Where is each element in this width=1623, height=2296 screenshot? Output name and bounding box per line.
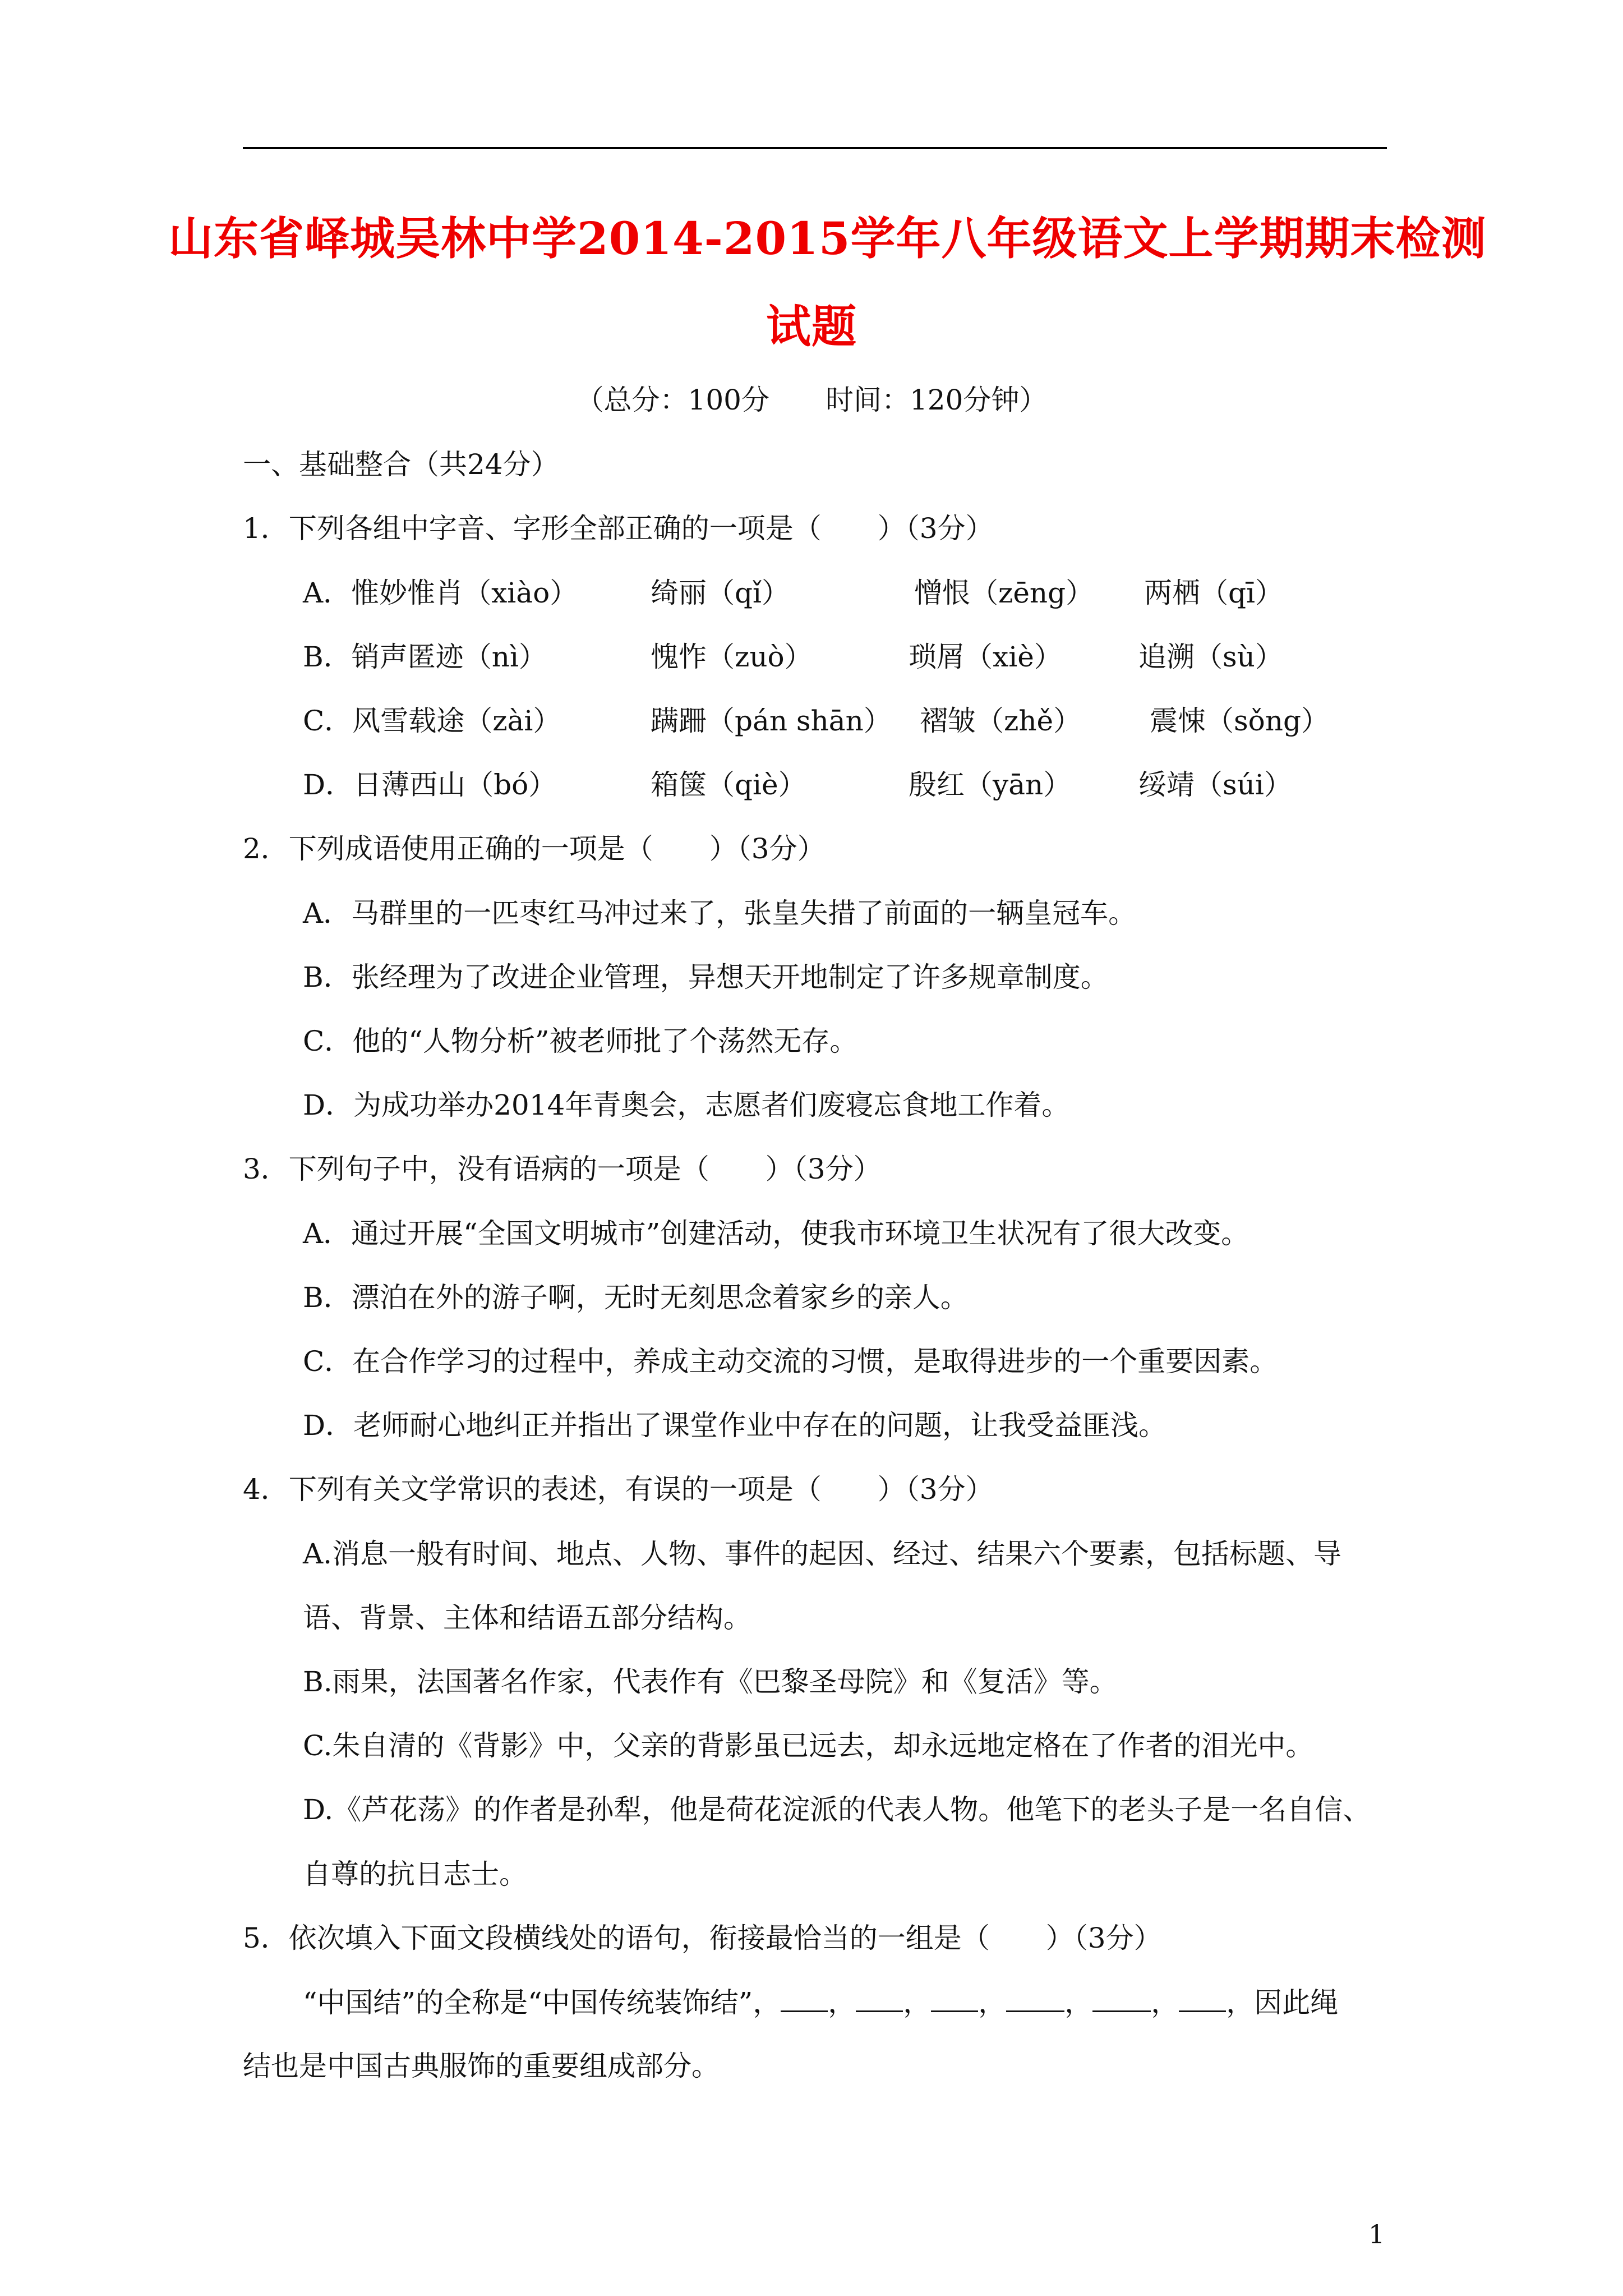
question-3-option-c: C．在合作学习的过程中，养成主动交流的习惯，是取得进步的一个重要因素。 [303,1345,1278,1378]
question-5-passage-line1: “中国结”的全称是“中国传统装饰结”， ， ， ， ， ， ，因此绳 [303,1986,1339,2019]
question-3-option-b: B．漂泊在外的游子啊，无时无刻思念着家乡的亲人。 [303,1281,969,1314]
fill-blank [931,1988,978,2012]
question-4-option-b: B.雨果，法国著名作家，代表作有《巴黎圣母院》和《复活》等。 [303,1665,1118,1698]
question-2-option-b: B．张经理为了改进企业管理，异想天开地制定了许多规章制度。 [303,961,1109,993]
fill-blank [1006,1988,1064,2012]
question-2-option-a: A．马群里的一匹枣红马冲过来了，张皇失措了前面的一辆皇冠车。 [303,897,1137,930]
question-3-stem: 3．下列句子中，没有语病的一项是（ ）（3分） [243,1153,882,1185]
document-title-line2: 试题 [766,300,857,353]
header-rule [243,147,1387,149]
page-number: 1 [1368,2219,1385,2249]
question-3-option-d: D．老师耐心地纠正并指出了课堂作业中存在的问题，让我受益匪浅。 [303,1409,1167,1442]
section-heading: 一、基础整合（共24分） [243,448,559,481]
question-5-stem: 5．依次填入下面文段横线处的语句，衔接最恰当的一组是（ ）（3分） [243,1922,1162,1954]
question-2-option-d: D．为成功举办2014年青奥会，志愿者们废寝忘食地工作着。 [303,1089,1070,1121]
fill-blank [1179,1988,1226,2012]
fill-blank [781,1988,828,2012]
question-4-option-d-line1: D.《芦花荡》的作者是孙犁，他是荷花淀派的代表人物。他笔下的老头子是一名自信、 [303,1793,1371,1826]
fill-blank [1092,1988,1151,2012]
question-4-option-d-line2: 自尊的抗日志士。 [303,1858,527,1890]
question-1-stem: 1．下列各组中字音、字形全部正确的一项是（ ）（3分） [243,512,994,545]
question-4-option-a-line1: A.消息一般有时间、地点、人物、事件的起因、经过、结果六个要素，包括标题、导 [303,1538,1342,1570]
total-score: （总分：100分 [575,384,769,416]
document-page: 山东省峄城吴林中学2014-2015学年八年级语文上学期期末检测 试题 （总分：100分 时间：120分钟） 一、基础整合（共24分） 1．下列各组中字音、字形全部正确的一项是（ ）（3分） A．惟妙惟肖（xiào） 绮丽（qǐ） 憎恨（zēng） 两栖（qī） B．销声匿迹（nì） 愧怍（zuò） 琐屑（xiè） 追溯（sù） C．风雪载途（zài） 蹒跚（pán shān） 褶皱（zhě） 震悚（sǒng） D．日薄西山（bó） 箱箧（qiè） 殷红（yān） 绥靖（súi） 2．下列成语使用正确的一项是（ ）（3分） A．马群里的一匹枣红马冲过来了，张皇失措了前面的一辆皇冠车。 B．张经理为了改进企业管理，异想天开地制定了许多规章制度。 C．他的“人物分析”被老师批了个荡然无存。 D．为成功举办2014年青奥会，志愿者们废寝忘食地工作着。 3．下列句子中，没有语病的一项是（ ）（3分） A．通过开展“全国文明城市”创建活动，使我市环境卫生状况有了很大改变。 B．漂泊在外的游子啊，无时无刻思念着家乡的亲人。 C．在合作学习的过程中，养成主动交流的习惯，是取得进步的一个重要因素。 D．老师耐心地纠正并指出了课堂作业中存在的问题，让我受益匪浅。 4．下列有关文学常识的表述，有误的一项是（ ）（3分） A.消息一般有时间、地点、人物、事件的起因、经过、结果六个要素，包括标题、导 语、背景、主体和结语五部分结构。 B.雨果，法国著名作家，代表作有《巴黎圣母院》和《复活》等。 C.朱自清的《背影》中，父亲的背影虽已远去，却永远地定格在了作者的泪光中。 D.《芦花荡》的作者是孙犁，他是荷花淀派的代表人物。他笔下的老头子是一名自信、 自尊的抗日志士。 5．依次填入下面文段横线处的语句，衔接最恰当的一组是（ ）（3分） “中国结”的全称是“中国传统装饰结”， ， ， ， ， ， ，因此绳 结也是中国古典服饰的重要组成部分。 1 [0,0,1623,2296]
question-3-option-a: A．通过开展“全国文明城市”创建活动，使我市环境卫生状况有了很大改变。 [303,1217,1249,1250]
exam-meta [168,386,1455,414]
question-4-stem: 4．下列有关文学常识的表述，有误的一项是（ ）（3分） [243,1473,994,1506]
document-title-line1: 山东省峄城吴林中学2014-2015学年八年级语文上学期期末检测 [168,212,1487,265]
question-2-option-c: C．他的“人物分析”被老师批了个荡然无存。 [303,1025,858,1057]
question-4-option-a-line2: 语、背景、主体和结语五部分结构。 [303,1602,751,1634]
question-4-option-c: C.朱自清的《背影》中，父亲的背影虽已远去，却永远地定格在了作者的泪光中。 [303,1729,1314,1762]
exam-time: 时间：120分钟） [826,384,1048,416]
fill-blank [856,1988,903,2012]
question-5-passage-line2: 结也是中国古典服饰的重要组成部分。 [243,2050,720,2082]
question-2-stem: 2．下列成语使用正确的一项是（ ）（3分） [243,832,826,865]
